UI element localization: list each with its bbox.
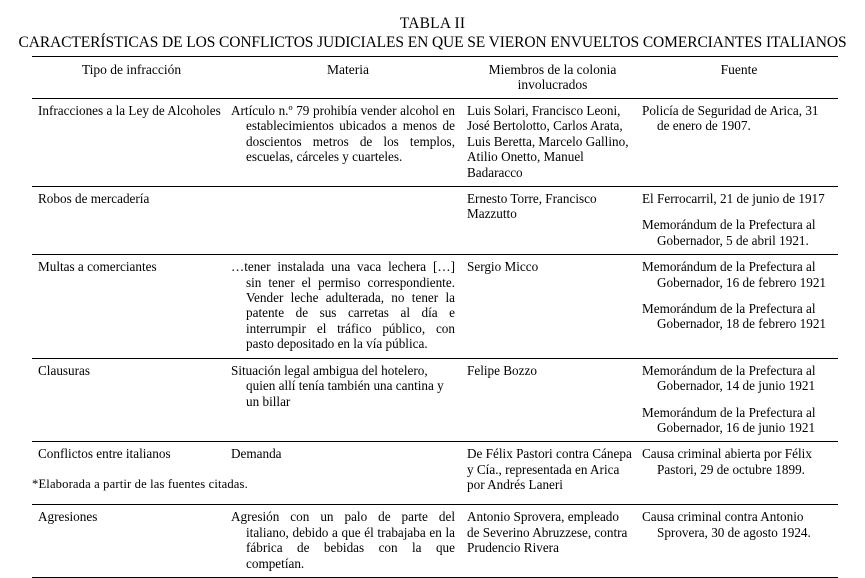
table-title-block bbox=[0, 14, 865, 53]
cell-text: Infracciones a la Ley de Alcoholes bbox=[38, 103, 221, 118]
cell-text: Agresión con un palo de parte del italiano, debido a que él trabajaba en la fábrica de bebidas con la que competían. bbox=[231, 509, 455, 571]
cell-text: Conflictos entre italianos bbox=[38, 446, 171, 462]
cell-materia bbox=[231, 255, 465, 358]
cell-fuente bbox=[640, 358, 838, 442]
cell-text: Antonio Sprovera, empleado de Severino Abruzzese, contra Prudencio Rivera bbox=[467, 509, 628, 556]
cell-materia bbox=[231, 358, 465, 442]
cell-tipo-infraccion bbox=[32, 255, 231, 358]
column-header-tipo-infraccion bbox=[32, 57, 231, 99]
cell-miembros bbox=[465, 358, 640, 442]
cell-miembros bbox=[465, 99, 640, 187]
data-table bbox=[32, 56, 838, 578]
column-header-miembros-line1: Miembros de la colonia bbox=[488, 62, 617, 77]
cell-text: Policía de Seguridad de Arica, 31 de enero de 1907. bbox=[642, 103, 819, 134]
column-header-fuente-label: Fuente bbox=[720, 62, 758, 77]
cell-fuente bbox=[640, 442, 838, 505]
cell-text: Sergio Micco bbox=[467, 259, 539, 275]
table-row bbox=[32, 505, 838, 578]
cell-text: Memorándum de la Prefectura al Gobernador, 14 de junio 1921 bbox=[642, 362, 816, 394]
column-header-miembros bbox=[465, 57, 640, 99]
cell-materia bbox=[231, 187, 465, 255]
cell-text: De Félix Pastori contra Cánepa y Cía., representada en Arica por Andrés Laneri bbox=[467, 446, 632, 493]
table-body bbox=[32, 99, 838, 578]
table-row bbox=[32, 99, 838, 187]
cell-text: Ernesto Torre, Francisco Mazzutto bbox=[467, 191, 597, 222]
table-row bbox=[32, 187, 838, 255]
cell-text: Luis Solari, Francisco Leoni, José Bertolotto, Carlos Arata, Luis Beretta, Marcelo Gallino, Atilio Onetto, Manuel Badaracco bbox=[467, 103, 629, 180]
table-row bbox=[32, 442, 838, 505]
table-header-row bbox=[32, 57, 838, 99]
cell-fuente bbox=[640, 187, 838, 255]
cell-materia bbox=[231, 442, 465, 505]
column-header-miembros-line2: involucrados bbox=[517, 77, 588, 92]
cell-text: Clausuras bbox=[38, 362, 91, 378]
column-header-materia bbox=[231, 57, 465, 99]
cell-miembros bbox=[465, 442, 640, 505]
column-header-materia-label: Materia bbox=[327, 62, 369, 77]
cell-miembros bbox=[465, 187, 640, 255]
cell-text: Memorándum de la Prefectura al Gobernador, 16 de febrero 1921 bbox=[642, 259, 827, 290]
cell-fuente bbox=[640, 99, 838, 187]
cell-tipo-infraccion bbox=[32, 442, 231, 505]
table-row bbox=[32, 255, 838, 358]
cell-text: Causa criminal contra Antonio Sprovera, 30 de agosto 1924. bbox=[642, 509, 811, 540]
table-row bbox=[32, 358, 838, 442]
cell-text: Agresiones bbox=[38, 509, 98, 525]
cell-materia bbox=[231, 505, 465, 578]
cell-miembros bbox=[465, 255, 640, 358]
cell-text: Memorándum de la Prefectura al Gobernador, 5 de abril 1921. bbox=[642, 217, 816, 248]
cell-tipo-infraccion bbox=[32, 187, 231, 255]
cell-tipo-infraccion bbox=[32, 99, 231, 187]
cell-text: Demanda bbox=[231, 446, 282, 462]
table-header bbox=[32, 57, 838, 99]
cell-tipo-infraccion bbox=[32, 358, 231, 442]
page-title: CARACTERÍSTICAS DE LOS CONFLICTOS JUDICIALES EN QUE SE VIERON ENVUELTOS COMERCIANTES ITALIANOS bbox=[18, 34, 847, 51]
cell-text: Memorándum de la Prefectura al Gobernador, 18 de febrero 1921 bbox=[642, 301, 827, 332]
cell-text: Situación legal ambigua del hotelero, quien allí tenía también una cantina y un billar bbox=[231, 362, 444, 409]
cell-materia bbox=[231, 99, 465, 187]
cell-text: Robos de mercadería bbox=[38, 191, 150, 207]
cell-fuente bbox=[640, 255, 838, 358]
cell-text: Artículo n.º 79 prohibía vender alcohol en establecimientos ubicados a menos de doscientos metros de los templos, escuelas, cárceles y cuarteles. bbox=[231, 103, 455, 165]
column-header-tipo-infraccion-label: Tipo de infracción bbox=[81, 62, 182, 77]
cell-text: Memorándum de la Prefectura al Gobernador, 16 de junio 1921 bbox=[642, 404, 816, 435]
cell-text: …tener instalada una vaca lechera […] sin tener el permiso correspondiente. Vender leche adulterada, no tener la patente de sus carretas al día e interrumpir el tráfico público, con pasto depositado en la vía pública. bbox=[231, 259, 455, 352]
cell-tipo-infraccion bbox=[32, 505, 231, 578]
cell-text: Causa criminal abierta por Félix Pastori, 29 de octubre 1899. bbox=[642, 446, 812, 477]
cell-text: Multas a comerciantes bbox=[38, 259, 157, 275]
cell-text: El Ferrocarril, 21 de junio de 1917 bbox=[642, 191, 825, 207]
table-footnote: *Elaborada a partir de las fuentes citadas. bbox=[32, 477, 248, 491]
cell-miembros bbox=[465, 505, 640, 578]
column-header-fuente bbox=[640, 57, 838, 99]
data-table-container bbox=[32, 56, 838, 578]
cell-text: Felipe Bozzo bbox=[467, 362, 537, 378]
cell-fuente bbox=[640, 505, 838, 578]
table-number: TABLA II bbox=[399, 15, 466, 32]
